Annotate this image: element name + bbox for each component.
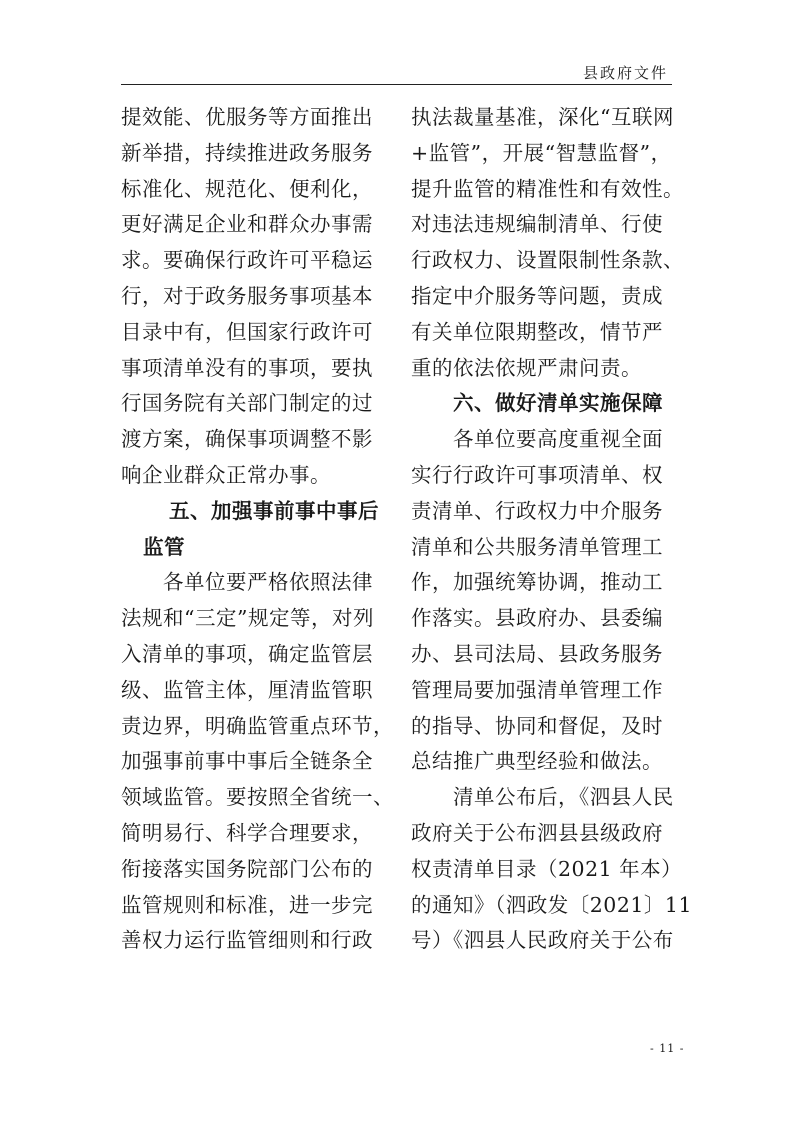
body-line: 目录中有，但国家行政许可: [121, 319, 373, 344]
paragraph-first-line: 各单位要高度重视全面: [453, 427, 663, 452]
body-line: 总结推广典型经验和做法。: [411, 749, 663, 774]
body-line: 重的依法依规严肃问责。: [411, 355, 642, 380]
body-line: 入清单的事项，确定监管层: [121, 641, 373, 666]
body-line: 有关单位限期整改，情节严: [411, 319, 663, 344]
left-column: [121, 100, 394, 959]
body-line: 责清单、行政权力中介服务: [411, 498, 663, 523]
body-line: 领域监管。要按照全省统一、: [121, 785, 394, 810]
body-line: 行，对于政务服务事项基本: [121, 283, 373, 308]
body-line: 级、监管主体，厘清监管职: [121, 677, 373, 702]
body-line: 管理局要加强清单管理工作: [411, 677, 663, 702]
header-divider: [121, 84, 672, 85]
body-line: 行政权力、设置限制性条款、: [411, 248, 684, 273]
body-line: 加强事前事中事后全链条全: [121, 749, 373, 774]
body-line: 渡方案，确保事项调整不影: [121, 427, 373, 452]
body-line: 作，加强统筹协调，推动工: [411, 570, 663, 595]
body-line: 更好满足企业和群众办事需: [121, 212, 373, 237]
body-line: 权责清单目录（2021 年本）: [411, 856, 683, 881]
body-line: 求。要确保行政许可平稳运: [121, 248, 373, 273]
body-line: 响企业群众正常办事。: [121, 462, 331, 487]
section-heading-5-continued: 监管: [143, 534, 185, 559]
section-heading-5: 五、加强事前事中事后: [169, 498, 379, 523]
body-line: 善权力运行监管细则和行政: [121, 928, 373, 953]
body-line: 办、县司法局、县政务服务: [411, 641, 663, 666]
body-line: 清单和公共服务清单管理工: [411, 534, 663, 559]
body-line: 法规和“三定”规定等，对列: [121, 606, 374, 631]
body-line: 的指导、协同和督促，及时: [411, 713, 663, 738]
body-line: 监管规则和标准，进一步完: [121, 892, 373, 917]
body-line: 政府关于公布泗县县级政府: [411, 820, 663, 845]
right-column: [411, 100, 693, 959]
page-number: - 11 -: [650, 1042, 685, 1055]
body-line: 作落实。县政府办、县委编: [411, 606, 663, 631]
body-line: 衔接落实国务院部门公布的: [121, 856, 373, 881]
document-header-label: 县政府文件: [582, 64, 668, 82]
section-heading-6: 六、做好清单实施保障: [453, 391, 663, 416]
body-line: 提升监管的精准性和有效性。: [411, 176, 684, 201]
body-line: 的通知》（泗政发〔2021〕11: [411, 892, 693, 917]
paragraph-first-line: 各单位要严格依照法律: [163, 570, 373, 595]
body-line: 执法裁量基准，深化“互联网: [411, 105, 674, 129]
body-line: 事项清单没有的事项，要执: [121, 355, 373, 380]
paragraph-first-line: 清单公布后，《泗县人民: [453, 785, 674, 810]
body-line: 实行行政许可事项清单、权: [411, 462, 663, 487]
body-line: 指定中介服务等问题，责成: [411, 283, 663, 308]
body-line: 提效能、优服务等方面推出: [121, 105, 373, 129]
body-line: 号）《泗县人民政府关于公布: [411, 928, 674, 953]
body-line: 标准化、规范化、便利化，: [121, 176, 373, 201]
body-line: 责边界，明确监管重点环节，: [121, 713, 394, 738]
body-line: 对违法违规编制清单、行使: [411, 212, 663, 237]
body-line: +监管”，开展“智慧监督”，: [411, 140, 672, 165]
body-line: 行国务院有关部门制定的过: [121, 391, 373, 416]
body-line: 简明易行、科学合理要求，: [121, 820, 373, 845]
body-line: 新举措，持续推进政务服务: [121, 140, 373, 165]
